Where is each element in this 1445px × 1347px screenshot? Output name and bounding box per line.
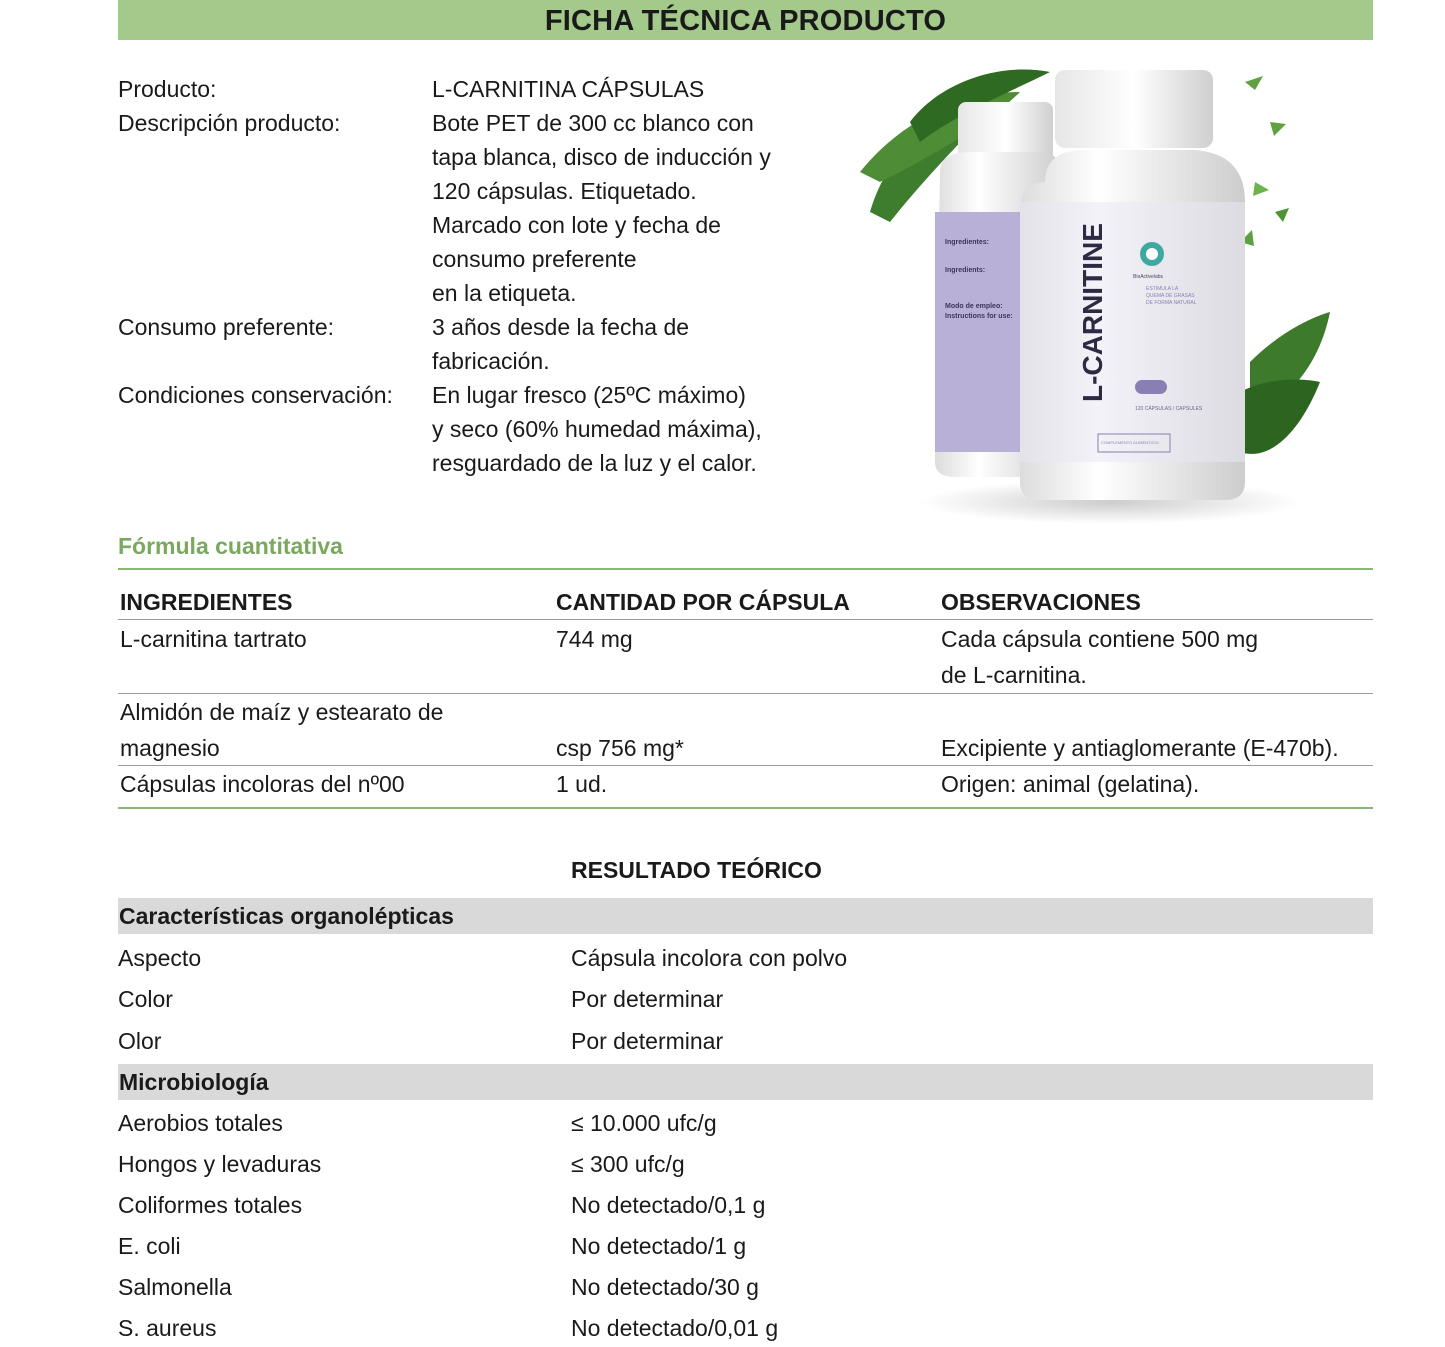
result-value: Cápsula incolora con polvo [571, 945, 848, 971]
description-value [432, 106, 812, 310]
result-title: RESULTADO TEÓRICO [571, 857, 822, 883]
column-header-ingredients: INGREDIENTES [120, 589, 293, 615]
description-line: consumo preferente [432, 246, 637, 272]
product-value: L-CARNITINA CÁPSULAS [432, 76, 705, 102]
consumption-label: Consumo preferente: [118, 314, 335, 340]
supplement-text: COMPLEMENTO ALIMENTICIO [1101, 440, 1159, 445]
info-row-consumption [118, 310, 812, 378]
title-bar [118, 0, 1373, 40]
description-line: 120 cápsulas. Etiquetado. [432, 178, 697, 204]
ingredient-line: Almidón de maíz y estearato de [120, 699, 444, 725]
ingredient-cell: L-carnitina tartrato [120, 626, 307, 652]
result-value: Por determinar [571, 1028, 724, 1054]
back-label-text: Instructions for use: [945, 313, 1013, 320]
notes-line: Cada cápsula contiene 500 mg [941, 626, 1259, 652]
storage-label: Condiciones conservación: [118, 382, 393, 408]
amount-cell: 1 ud. [556, 771, 608, 797]
page-title: FICHA TÉCNICA PRODUCTO [544, 5, 947, 37]
info-row-storage [118, 378, 812, 480]
description-line: tapa blanca, disco de inducción y [432, 144, 771, 170]
result-value: ≤ 10.000 ufc/g [571, 1110, 717, 1136]
storage-value [432, 378, 812, 480]
front-bottle [1020, 70, 1245, 500]
amount-cell: 744 mg [556, 626, 633, 652]
result-label: Color [118, 986, 173, 1012]
product-label: Producto: [118, 76, 217, 102]
storage-line: resguardado de la luz y el calor. [432, 450, 757, 476]
brand-text: BioActivelabs [1133, 274, 1164, 280]
leaf-group-right [1240, 76, 1330, 454]
result-label: Salmonella [118, 1274, 232, 1300]
amount-cell: csp 756 mg* [556, 735, 684, 761]
product-image [850, 62, 1330, 532]
result-value: ≤ 300 ufc/g [571, 1151, 685, 1177]
capsules-text: 120 CÁPSULAS / CAPSULES [1135, 406, 1203, 412]
description-label: Descripción producto: [118, 110, 341, 136]
divider [118, 619, 1373, 620]
result-label: E. coli [118, 1233, 181, 1259]
description-line: en la etiqueta. [432, 280, 577, 306]
divider [118, 807, 1373, 809]
back-label-text: Ingredientes: [945, 239, 989, 246]
formula-title: Fórmula cuantitativa [118, 533, 343, 559]
description-line: Marcado con lote y fecha de [432, 212, 721, 238]
result-value: No detectado/0,1 g [571, 1192, 766, 1218]
storage-line: y seco (60% humedad máxima), [432, 416, 762, 442]
divider [118, 568, 1373, 570]
description-line: Bote PET de 300 cc blanco con [432, 110, 754, 136]
claim-text: ESTIMULA LA [1146, 286, 1179, 292]
bottle-label-text: L-CARNITINE [1077, 223, 1108, 402]
organoleptic-heading: Características organolépticas [118, 898, 1373, 934]
result-value: No detectado/30 g [571, 1274, 759, 1300]
claim-text: DE FORMA NATURAL [1146, 300, 1197, 306]
consumption-line: 3 años desde la fecha de [432, 314, 690, 340]
claim-text: QUEMA DE GRASAS [1146, 293, 1195, 299]
microbiology-heading: Microbiología [118, 1064, 1373, 1100]
storage-line: En lugar fresco (25ºC máximo) [432, 382, 746, 408]
notes-cell: Origen: animal (gelatina). [941, 771, 1200, 797]
info-row-product [118, 72, 812, 106]
result-label: Coliformes totales [118, 1192, 303, 1218]
notes-cell [941, 621, 1381, 693]
column-header-notes: OBSERVACIONES [941, 589, 1141, 615]
result-label: Hongos y levaduras [118, 1151, 322, 1177]
result-label: Olor [118, 1028, 162, 1054]
consumption-line: fabricación. [432, 348, 550, 374]
product-info [118, 72, 812, 480]
consumption-value [432, 310, 812, 378]
result-label: S. aureus [118, 1315, 217, 1341]
notes-line: de L-carnitina. [941, 662, 1087, 688]
info-row-description [118, 106, 812, 310]
result-value: No detectado/0,01 g [571, 1315, 779, 1341]
result-value: No detectado/1 g [571, 1233, 747, 1259]
column-header-amount: CANTIDAD POR CÁPSULA [556, 589, 850, 615]
result-value: Por determinar [571, 986, 724, 1012]
result-label: Aspecto [118, 945, 202, 971]
ingredient-line: magnesio [120, 735, 220, 761]
ingredient-cell: Cápsulas incoloras del nº00 [120, 771, 405, 797]
notes-cell: Excipiente y antiaglomerante (E-470b). [941, 735, 1339, 761]
result-label: Aerobios totales [118, 1110, 283, 1136]
ingredient-cell [120, 694, 540, 766]
back-label-text: Modo de empleo: [945, 303, 1003, 310]
back-label-text: Ingredients: [945, 267, 986, 274]
